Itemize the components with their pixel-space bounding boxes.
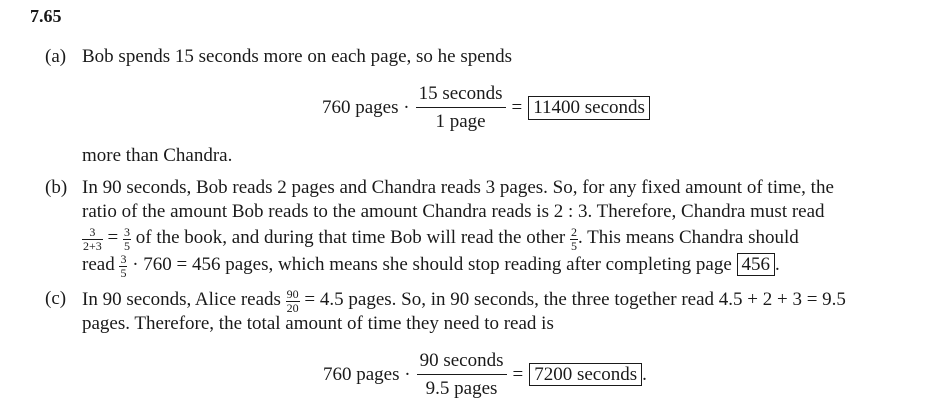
part-a-label: (a) — [45, 46, 67, 67]
part-c-line1 — [82, 288, 846, 314]
frac-num: 2 — [571, 225, 578, 239]
part-c-frac-alice — [286, 288, 300, 314]
part-c-frac-num: 90 seconds — [417, 347, 507, 375]
frac-num: 3 — [120, 252, 127, 266]
frac-den: 2+3 — [83, 238, 102, 253]
part-b-line4-mid: · 760 = 456 pages, which means she should stop reading after completing page — [127, 254, 737, 275]
part-a-frac-den: 1 page — [435, 111, 486, 132]
part-b-frac-three-fifths — [123, 226, 131, 252]
part-b-line4 — [82, 253, 780, 279]
part-c-answer-box: 7200 seconds — [529, 363, 642, 386]
part-a-fraction — [416, 80, 506, 135]
part-b-line3-mid: of the book, and during that time Bob will read the other — [131, 227, 571, 248]
frac-den: 20 — [286, 300, 299, 315]
part-b-answer-box: 456 — [737, 253, 776, 276]
frac-num: 3 — [82, 226, 103, 240]
frac-den: 5 — [571, 238, 578, 253]
part-a-intro: Bob spends 15 seconds more on each page, so he spends — [82, 46, 513, 67]
part-a-equation — [322, 80, 650, 135]
frac-den: 5 — [124, 238, 130, 253]
part-a-after: more than Chandra. — [82, 145, 233, 166]
part-c-eq-lhs: 760 pages · — [323, 363, 411, 385]
part-a-equals: = — [511, 96, 523, 118]
part-b-line2: ratio of the amount Bob reads to the amount Chandra reads is 2 : 3. Therefore, Chandra must read — [82, 201, 825, 222]
part-c-label: (c) — [45, 288, 67, 309]
part-a-frac-num: 15 seconds — [416, 80, 506, 108]
part-c-fraction — [417, 347, 507, 402]
part-c-frac-den: 9.5 pages — [425, 378, 498, 399]
part-b-line3 — [82, 226, 799, 252]
frac-num: 3 — [124, 225, 130, 239]
frac-num: 90 — [286, 287, 299, 301]
part-c-period: . — [642, 363, 647, 385]
part-c-line1-start: In 90 seconds, Alice reads — [82, 289, 286, 310]
problem-number: 7.65 — [30, 6, 62, 26]
part-b-label: (b) — [45, 177, 68, 198]
equals-text: = — [102, 227, 123, 248]
part-c-line1-end: = 4.5 pages. So, in 90 seconds, the three together read 4.5 + 2 + 3 = 9.5 — [299, 289, 846, 310]
frac-den: 5 — [120, 265, 127, 280]
part-a-eq-lhs: 760 pages · — [322, 96, 410, 118]
part-b-line4-end: . — [775, 254, 780, 275]
part-b-frac-ratio — [82, 226, 103, 252]
part-b-line4-start: read — [82, 254, 120, 275]
part-c-equation — [323, 347, 647, 402]
part-b-line3-end: . This means Chandra should — [578, 227, 799, 248]
part-b-line1: In 90 seconds, Bob reads 2 pages and Chandra reads 3 pages. So, for any fixed amount of time, the — [82, 177, 834, 198]
part-c-equals: = — [512, 363, 524, 385]
part-a-answer-box: 11400 seconds — [528, 96, 650, 120]
part-b-frac-two-fifths — [570, 226, 578, 252]
part-c-line2: pages. Therefore, the total amount of time they need to read is — [82, 313, 554, 334]
